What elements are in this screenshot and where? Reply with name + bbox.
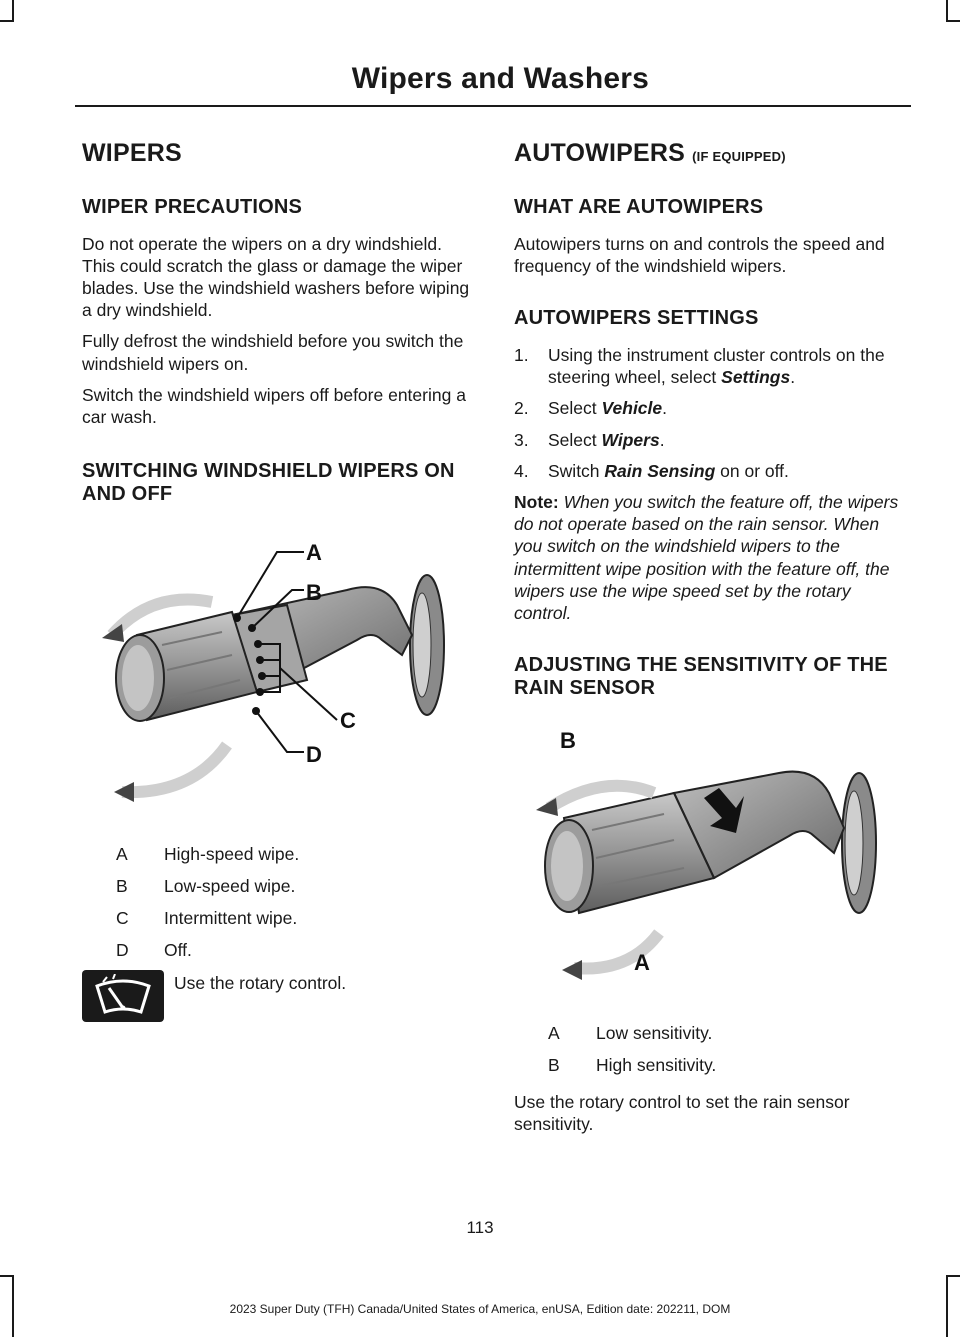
- sensitivity-legend: [514, 1022, 908, 1077]
- paragraph: Switch the windshield wipers off before entering a car wash.: [82, 384, 466, 428]
- figure-label-b: B: [560, 728, 576, 754]
- rain-sensor-figure: [514, 718, 908, 1018]
- legend-item: A Low sensitivity.: [548, 1023, 713, 1044]
- page-header-title: Wipers and Washers: [351, 62, 649, 95]
- wiper-stalk-figure: [82, 520, 476, 835]
- page-number: 113: [466, 1218, 494, 1237]
- legend-item: D Off.: [116, 939, 192, 960]
- heading-wiper-precautions: WIPER PRECAUTIONS: [82, 195, 303, 218]
- figure-label-d: D: [306, 742, 322, 768]
- heading-what-are-autowipers: WHAT ARE AUTOWIPERS: [514, 195, 764, 218]
- heading-autowipers-settings: AUTOWIPERS SETTINGS: [514, 306, 759, 329]
- step-item: 2. Select Vehicle.: [514, 398, 668, 419]
- heading-switching-wipers: SWITCHING WINDSHIELD WIPERS ON AND OFF: [82, 460, 455, 506]
- paragraph: Autowipers turns on and controls the speed and frequency of the windshield wipers.: [514, 233, 885, 276]
- right-column: [514, 140, 908, 1144]
- wiper-legend: [82, 843, 476, 961]
- legend-item: B Low-speed wipe.: [116, 876, 296, 896]
- figure-label-b: B: [306, 580, 322, 606]
- crop-mark: [0, 20, 14, 22]
- legend-item: C Intermittent wipe.: [116, 907, 298, 928]
- paragraph: Use the rotary control.: [174, 973, 347, 994]
- rotary-control-note: [82, 970, 476, 1022]
- legend-item: A High-speed wipe.: [116, 844, 300, 865]
- settings-steps: [514, 344, 908, 482]
- legend-item: B High sensitivity.: [548, 1055, 717, 1076]
- step-item: 3. Select Wipers.: [514, 429, 665, 450]
- figure-label-a: A: [634, 950, 650, 976]
- rain-sensor-illustration: [514, 718, 908, 1018]
- section-title-wipers: WIPERS: [82, 139, 182, 167]
- crop-mark: [946, 0, 948, 22]
- figure-label-c: C: [340, 708, 356, 734]
- heading-rain-sensor-sensitivity: ADJUSTING THE SENSITIVITY OF THE RAIN SENSOR: [514, 654, 888, 700]
- wiper-stalk-illustration: [82, 520, 476, 835]
- section-title-autowipers: AUTOWIPERS (IF EQUIPPED): [514, 139, 786, 167]
- crop-mark: [12, 0, 14, 22]
- header-rule: [75, 105, 911, 107]
- figure-label-a: A: [306, 540, 322, 566]
- paragraph: Do not operate the wipers on a dry windshield. This could scratch the glass or damage the wiper blades. Use the windshield washers before wiping a dry windshield.: [82, 233, 470, 321]
- note: Note: When you switch the feature off, the wipers do not operate based on the rain sensor. When you switch on the windshield wipers to the intermittent wipe position with the feature off, the wipers use the wipe speed set by the rotary control.: [514, 492, 899, 624]
- step-item: 1. Using the instrument cluster controls on the steering wheel, select Settings.: [514, 344, 885, 388]
- crop-mark: [946, 1275, 960, 1277]
- windshield-wiper-icon: [82, 970, 164, 1022]
- edition-footer: 2023 Super Duty (TFH) Canada/United States of America, enUSA, Edition date: 202211, DOM: [229, 1302, 731, 1316]
- crop-mark: [946, 20, 960, 22]
- paragraph: Use the rotary control to set the rain sensor sensitivity.: [514, 1091, 850, 1135]
- paragraph: Fully defrost the windshield before you switch the windshield wipers on.: [82, 331, 464, 374]
- left-column: [82, 140, 476, 1022]
- crop-mark: [0, 1275, 14, 1277]
- step-item: 4. Switch Rain Sensing on or off.: [514, 460, 789, 481]
